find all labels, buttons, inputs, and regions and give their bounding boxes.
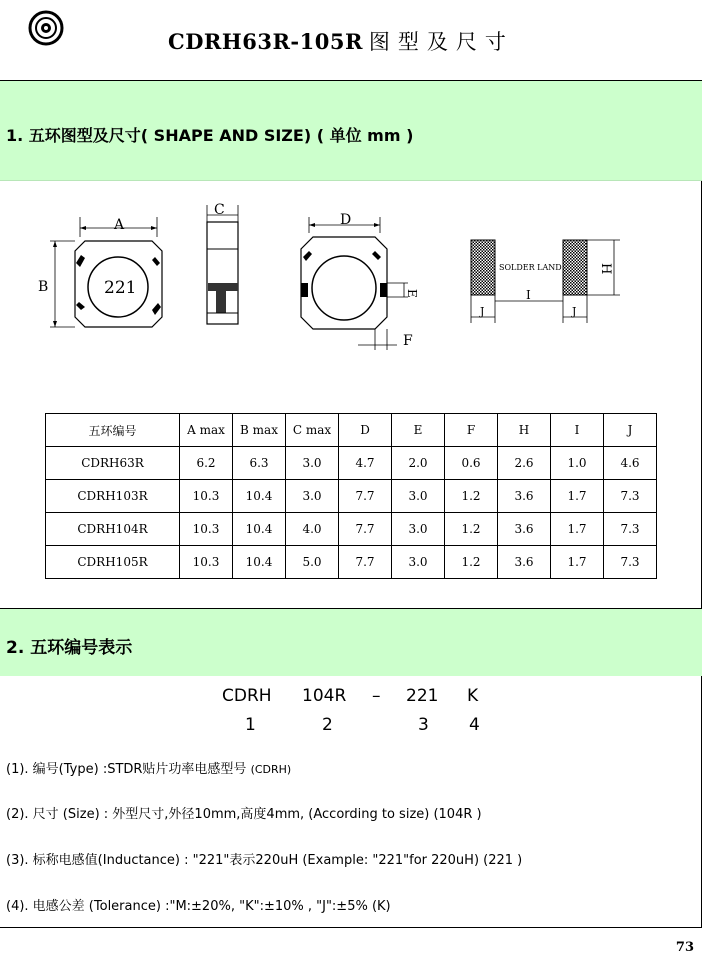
section1-heading: 1. 五环图型及尺寸( SHAPE AND SIZE) ( 单位 mm ) (6, 126, 414, 145)
table-row (46, 546, 657, 579)
label-a: A (114, 217, 125, 233)
table-row (46, 513, 657, 546)
note-inductance (6, 849, 522, 868)
note-size (6, 803, 482, 822)
table-cell: 1.0 (551, 447, 604, 480)
table-cell: 1.7 (551, 546, 604, 579)
table-cell: CDRH104R (46, 513, 180, 546)
table-cell: 1.2 (445, 480, 498, 513)
table-cell: CDRH63R (46, 447, 180, 480)
table-cell: 0.6 (445, 447, 498, 480)
note-small-text: (CDRH) (250, 763, 292, 776)
label-b: B (38, 279, 49, 295)
dimension-table (45, 413, 657, 579)
table-cell: 1.2 (445, 546, 498, 579)
table-header-cell: 五环编号 (46, 414, 180, 447)
label-j-right: J (572, 305, 577, 318)
table-cell: 7.3 (604, 513, 657, 546)
table-header-cell: E (392, 414, 445, 447)
table-cell: CDRH105R (46, 546, 180, 579)
code-part-tolerance: K (467, 686, 479, 706)
marking-text: 221 (104, 278, 137, 298)
table-cell: 6.2 (180, 447, 233, 480)
table-row (46, 447, 657, 480)
table-cell: 3.0 (392, 480, 445, 513)
note-text: (2). 尺寸 (Size) : 外型尺寸,外径10mm,高度4mm, (According to size) (104R ) (6, 807, 482, 822)
table-cell: 3.0 (392, 546, 445, 579)
code-part-dash: – (372, 686, 381, 706)
table-cell: 1.7 (551, 480, 604, 513)
table-cell: 4.6 (604, 447, 657, 480)
table-cell: 7.3 (604, 546, 657, 579)
table-header-cell: F (445, 414, 498, 447)
table-header-cell: J (604, 414, 657, 447)
code-part-size: 104R (302, 686, 347, 706)
bottom-view-drawing (301, 212, 419, 350)
table-cell: 4.0 (286, 513, 339, 546)
table-cell: 2.6 (498, 447, 551, 480)
code-part-series: CDRH (222, 686, 272, 706)
table-header-row (46, 414, 657, 447)
code-number: 2 (322, 715, 333, 735)
table-cell: 1.2 (445, 513, 498, 546)
section2-heading: 2. 五环编号表示 (6, 638, 133, 658)
table-header-cell: I (551, 414, 604, 447)
label-e: E (405, 289, 419, 298)
page-number: 73 (675, 940, 694, 955)
table-cell: 3.6 (498, 546, 551, 579)
top-view-drawing (38, 217, 162, 327)
table-cell: 5.0 (286, 546, 339, 579)
solder-land-label: SOLDER LAND (499, 263, 562, 272)
note-text: (3). 标称电感值(Inductance) : "221"表示220uH (Example: "221"for 220uH) (221 ) (6, 853, 523, 868)
label-f: F (403, 333, 413, 349)
table-cell: 10.4 (233, 480, 286, 513)
table-cell: 3.0 (286, 447, 339, 480)
table-cell: CDRH103R (46, 480, 180, 513)
code-number: 3 (418, 715, 429, 735)
table-header-cell: B max (233, 414, 286, 447)
table-cell: 3.0 (392, 513, 445, 546)
table-header-cell: C max (286, 414, 339, 447)
note-text: (1). 编号(Type) :STDR贴片功率电感型号 (6, 762, 251, 777)
table-cell: 2.0 (392, 447, 445, 480)
label-h: H (598, 263, 613, 275)
note-text: (4). 电感公差 (Tolerance) :"M:±20%, "K":±10% , "J":±5% (K) (6, 899, 391, 914)
table-header-cell: D (339, 414, 392, 447)
table-cell: 10.3 (180, 513, 233, 546)
code-number: 4 (469, 715, 480, 735)
note-tolerance (6, 895, 391, 914)
table-cell: 10.3 (180, 546, 233, 579)
table-header-cell: H (498, 414, 551, 447)
label-c: C (214, 202, 225, 218)
note-type (6, 758, 291, 777)
solder-land-drawing (471, 240, 620, 323)
side-view-drawing (207, 202, 238, 324)
table-cell: 3.6 (498, 513, 551, 546)
table-cell: 10.4 (233, 546, 286, 579)
page-title (168, 26, 514, 56)
label-i: I (526, 288, 531, 302)
table-cell: 10.3 (180, 480, 233, 513)
table-cell: 3.6 (498, 480, 551, 513)
dimension-drawings (0, 195, 704, 355)
table-cell: 7.3 (604, 480, 657, 513)
table-cell: 10.4 (233, 513, 286, 546)
code-number: 1 (245, 715, 256, 735)
code-part-inductance: 221 (406, 686, 439, 706)
table-cell: 7.7 (339, 480, 392, 513)
table-header-cell: A max (180, 414, 233, 447)
table-cell: 3.0 (286, 480, 339, 513)
label-d: D (340, 212, 352, 228)
title-model: CDRH63R-105R (168, 29, 363, 54)
table-cell: 4.7 (339, 447, 392, 480)
table-row (46, 480, 657, 513)
table-cell: 6.3 (233, 447, 286, 480)
table-cell: 7.7 (339, 546, 392, 579)
table-cell: 7.7 (339, 513, 392, 546)
title-chinese: 图型及尺寸 (368, 30, 514, 54)
label-j-left: J (480, 305, 485, 318)
company-logo (28, 10, 64, 46)
table-cell: 1.7 (551, 513, 604, 546)
